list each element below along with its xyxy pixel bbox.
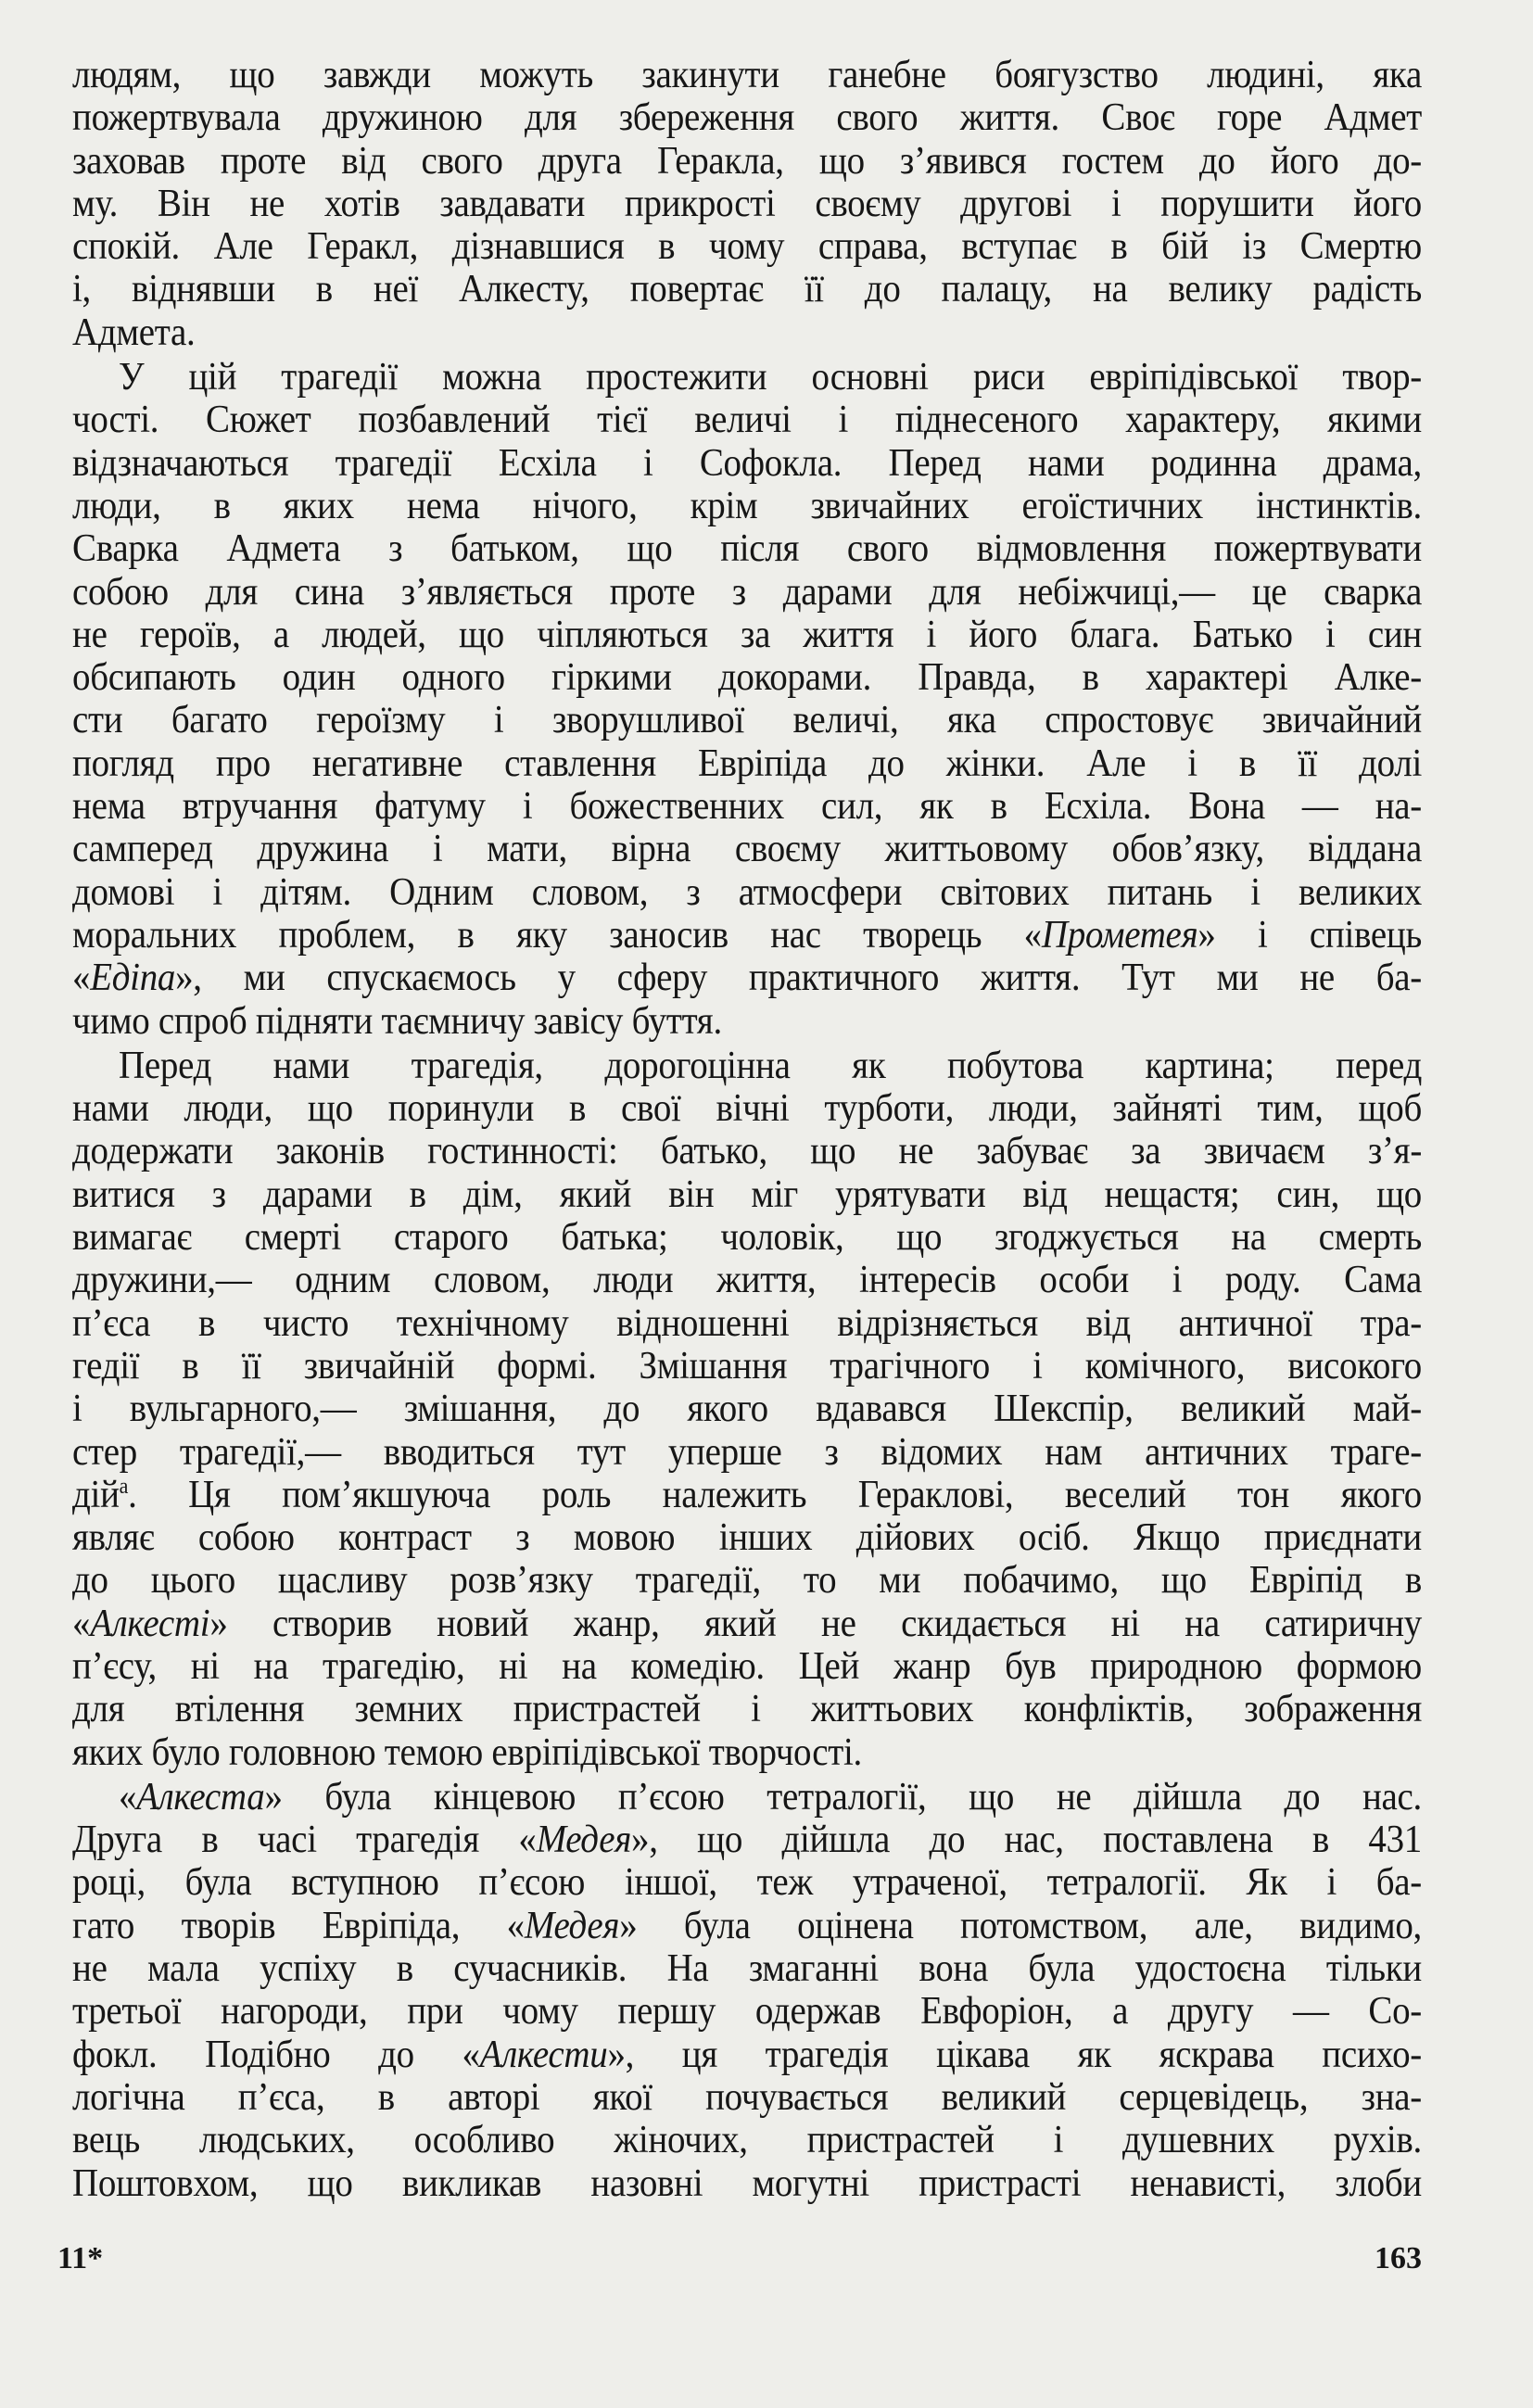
text-run: » була кінцевою п’єсою тетралогії, що не дійшла до нас. (264, 1775, 1422, 1819)
paragraph (72, 54, 1422, 354)
italic-title: Едіпа (90, 956, 176, 999)
text-line: витися з дарами в дім, який він міг урятувати від нещастя; син, що (72, 1172, 1422, 1216)
text-line: п’єсу, ні на трагедію, ні на комедію. Цей жанр був природною формою (72, 1644, 1422, 1688)
text-run: », що дійшла до нас, поставлена в 431 (631, 1818, 1422, 1861)
text-line: заховав проте від свого друга Геракла, що з’явився гостем до його до- (72, 138, 1422, 183)
signature-mark: 11* (57, 2241, 104, 2275)
text-line: чимо спроб підняти таємничу завісу буття. (72, 998, 722, 1043)
text-line: п’єса в чисто технічному відношенні відрізняється від античної тра- (72, 1300, 1422, 1345)
text-line: погляд про негативне ставлення Евріпіда до жінки. Але і в її долі (72, 741, 1422, 785)
text-line (72, 912, 1422, 958)
text-line: дружини,— одним словом, люди життя, інтересів особи і роду. Сама (72, 1258, 1422, 1301)
text-line: гедії в її звичайній формі. Змішання трагічного і комічного, високого (72, 1344, 1422, 1388)
text-line: стер трагедії,— вводиться тут уперше з відомих нам античних траге- (72, 1429, 1422, 1474)
text-run: моральних проблем, в яку заносив нас творець « (72, 913, 1042, 957)
text-line: сти багато героїзму і зворушливої величі, яка спростовує звичайний (72, 698, 1422, 742)
text-line: пожертвувала дружиною для збереження свого життя. Своє горе Адмет (72, 95, 1422, 139)
text-line: обсипають один одного гіркими докорами. Правда, в характері Алке- (72, 655, 1422, 699)
text-line (72, 1601, 1422, 1647)
text-line: не героїв, а людей, що чіпляються за життя і його блага. Батько і син (72, 613, 1422, 656)
text-line: до цього щасливу розв’язку трагедії, то ми побачимо, що Евріпід в (72, 1558, 1422, 1603)
text-run: », ця трагедія цікава як яскрава психо- (607, 2032, 1422, 2076)
text-run: Друга в часі трагедія « (72, 1818, 537, 1861)
text-line: собою для сина з’являється проте з дарами для небіжчиці,— це сварка (72, 569, 1422, 614)
italic-title: Алкести (479, 2032, 608, 2076)
text-line: му. Він не хотів завдавати прикрості своєму другові і порушити його (72, 182, 1422, 225)
italic-title: Прометея (1041, 913, 1198, 957)
text-line (72, 1472, 1422, 1518)
text-run: » була оцінена потомством, але, видимо, (619, 1903, 1422, 1947)
text-run: дій (72, 1473, 120, 1516)
text-line: яких було головною темою евріпідівської творчості. (72, 1730, 862, 1774)
italic-title: Алкеста (136, 1775, 265, 1819)
text-line: спокій. Але Геракл, дізнавшися в чому справа, вступає в бій із Смертю (72, 224, 1422, 268)
text-run: », ми спускаємось у сферу практичного життя. Тут ми не ба- (175, 956, 1422, 999)
text-run: гато творів Евріпіда, « (72, 1903, 525, 1947)
text-line (72, 1817, 1422, 1863)
text-line (72, 1903, 1422, 1949)
text-line: додержати законів гостинності: батько, що не забуває за звичаєм з’я- (72, 1129, 1422, 1173)
text-line: логічна п’єса, в авторі якої почувається великий серцевідець, зна- (72, 2075, 1422, 2119)
text-line: Поштовхом, що викликав назовні могутні пристрасті ненависті, злоби (72, 2161, 1422, 2205)
text-run: » і співець (1197, 913, 1422, 957)
text-line: Перед нами трагедія, дорогоцінна як побутова картина; перед (119, 1044, 1422, 1087)
page-body (72, 54, 1422, 2207)
italic-title: Медея (536, 1818, 632, 1861)
text-line: відзначаються трагедії Есхіла і Софокла. Перед нами родинна драма, (72, 440, 1422, 485)
text-line (72, 1774, 1422, 1820)
text-line: і вульгарного,— змішання, до якого вдавався Шекспір, великий май- (72, 1387, 1422, 1430)
text-run: » створив новий жанр, який не скидається ні на сатиричну (209, 1601, 1422, 1645)
text-line: вимагає смерті старого батька; чоловік, що згоджується на смерть (72, 1215, 1422, 1259)
paragraph (72, 1776, 1422, 2205)
text-line: вець людських, особливо жіночих, пристрастей і душевних рухів. (72, 2118, 1422, 2161)
text-run: « (72, 1601, 91, 1645)
text-line: домові і дітям. Одним словом, з атмосфери світових питань і великих (72, 869, 1422, 914)
text-line: і, віднявши в неї Алкесту, повертає її до палацу, на велику радість (72, 267, 1422, 311)
text-line: самперед дружина і мати, вірна своєму життьовому обов’язку, віддана (72, 827, 1422, 871)
text-line: чості. Сюжет позбавлений тієї величі і піднесеного характеру, якими (72, 398, 1422, 442)
text-run: « (72, 956, 91, 999)
text-run: фокл. Подібно до « (72, 2032, 480, 2076)
text-line: для втілення земних пристрастей і життьових конфліктів, зображення (72, 1687, 1422, 1730)
text-line: являє собою контраст з мовою інших дійових осіб. Якщо приєднати (72, 1515, 1422, 1559)
italic-title: Медея (524, 1903, 620, 1947)
paragraph (72, 1045, 1422, 1774)
text-line: людям, що завжди можуть закинути ганебне боягузство людині, яка (72, 53, 1422, 96)
text-run: . Ця пом’якшуюча роль належить Гераклові, веселий тон якого (128, 1473, 1422, 1516)
paragraph (72, 356, 1422, 1043)
text-line: нами люди, що поринули в свої вічні турботи, люди, зайняті тим, щоб (72, 1086, 1422, 1130)
page-number: 163 (1375, 2241, 1422, 2275)
text-line (72, 2032, 1422, 2078)
text-line: не мала успіху в сучасників. На змаганні вона була удостоєна тільки (72, 1946, 1422, 1990)
text-line (72, 955, 1422, 1001)
text-line: третьої нагороди, при чому першу одержав Евфоріон, а другу — Со- (72, 1989, 1422, 2034)
text-line: році, була вступною п’єсою іншої, теж утраченої, тетралогії. Як і ба- (72, 1860, 1422, 1905)
text-run: « (119, 1775, 137, 1819)
text-line: Адмета. (72, 311, 196, 354)
text-line: Сварка Адмета з батьком, що після свого відмовлення пожертвувати (72, 526, 1422, 570)
text-line: У цій трагедії можна простежити основні риси евріпідівської твор- (119, 355, 1422, 399)
text-line: нема втручання фатуму і божественних сил, як в Есхіла. Вона — на- (72, 784, 1422, 828)
text-line: люди, в яких нема нічого, крім звичайних егоїстичних інстинктів. (72, 484, 1422, 527)
italic-title: Алкесті (90, 1601, 210, 1645)
footnote-marker: a (119, 1473, 129, 1499)
